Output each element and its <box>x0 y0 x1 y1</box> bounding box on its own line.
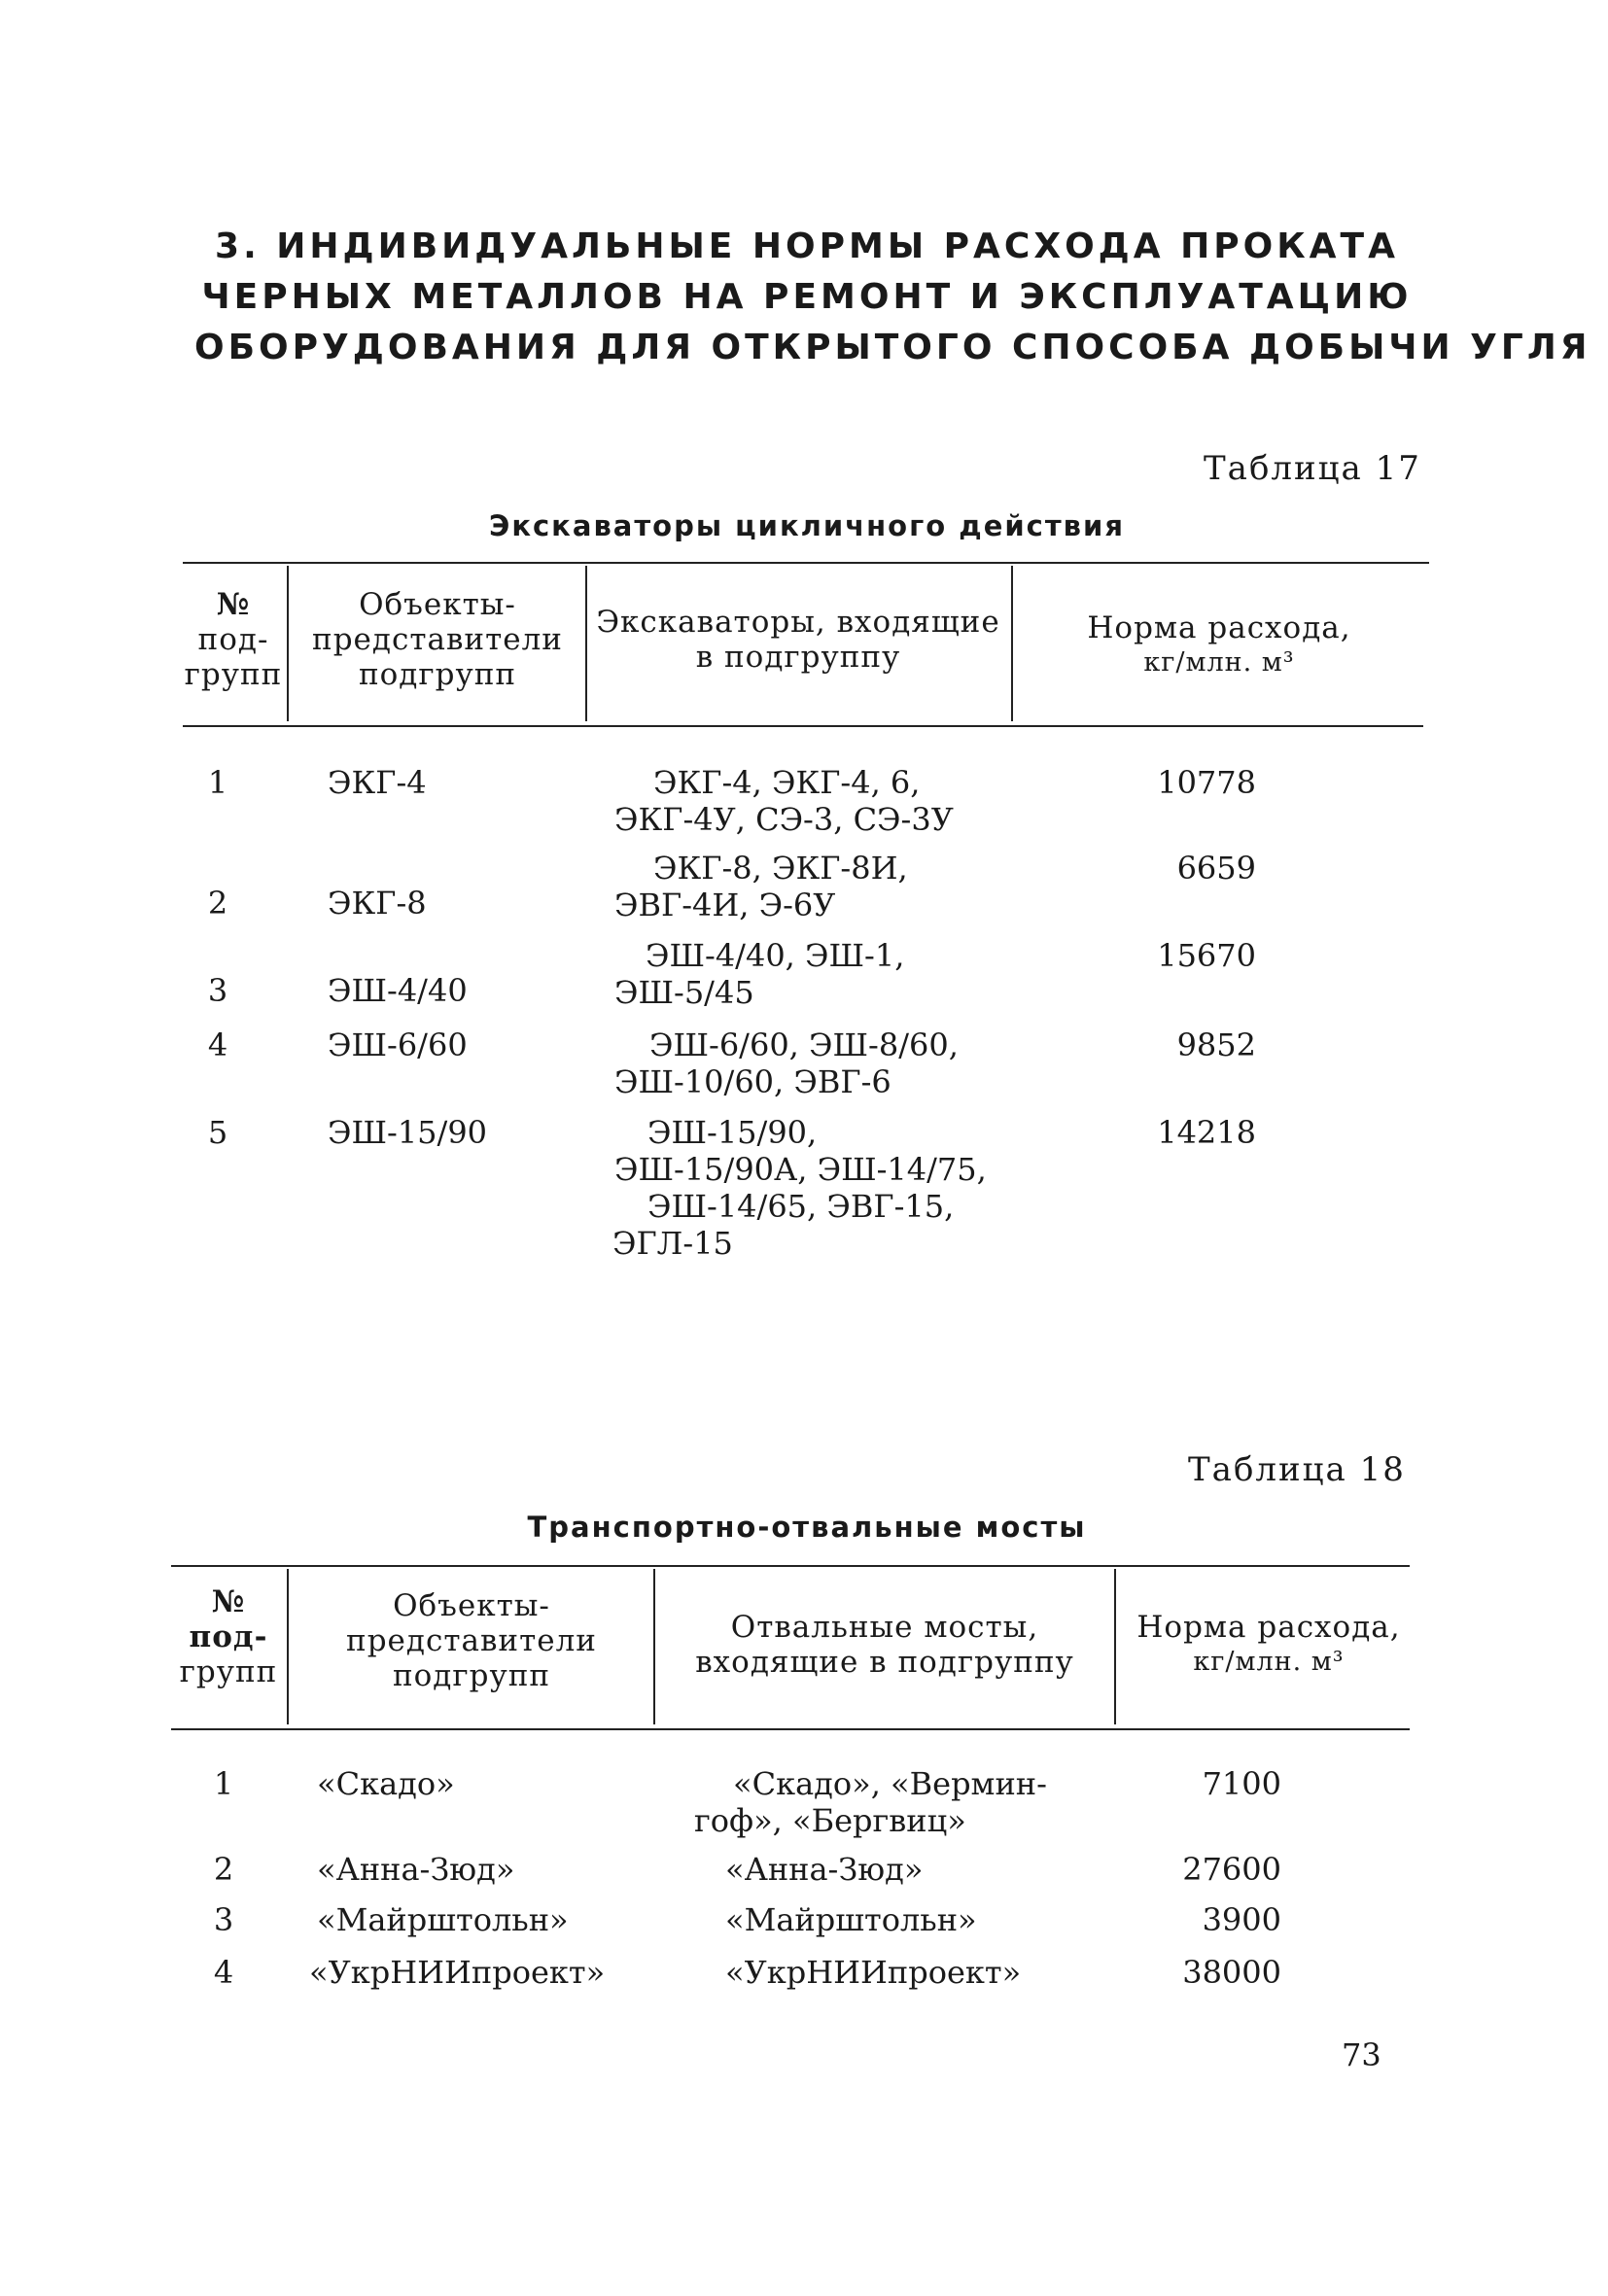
table-cell-items: «Скадо», «Вермин- гоф», «Бергвиц» <box>694 1765 1047 1839</box>
table-cell-rep: «Скадо» <box>317 1765 455 1802</box>
table-cell-rep: ЭШ-4/40 <box>328 972 468 1009</box>
section-heading-line: ЧЕРНЫХ МЕТАЛЛОВ НА РЕМОНТ И ЭКСПЛУАТАЦИЮ <box>201 277 1413 317</box>
table-cell-rep: ЭКГ-8 <box>328 885 427 922</box>
table18-col-divider <box>1114 1569 1116 1724</box>
page-number: 73 <box>1342 2036 1381 2073</box>
table-cell-items: ЭШ-4/40, ЭШ-1, ЭШ-5/45 <box>614 937 905 1011</box>
section-heading <box>194 222 1591 373</box>
table18-header-rule <box>171 1728 1410 1730</box>
table-cell-norm: 9852 <box>1176 1026 1256 1063</box>
table-cell-norm: 27600 <box>1182 1851 1281 1888</box>
table-cell-num: 5 <box>207 1114 228 1151</box>
table-cell-norm: 38000 <box>1182 1954 1281 1991</box>
table-cell-num: 4 <box>213 1954 234 1991</box>
table-cell-rep: ЭШ-6/60 <box>328 1026 468 1063</box>
table-cell-items: «Анна-Зюд» <box>725 1851 924 1888</box>
table-cell-norm: 14218 <box>1157 1114 1256 1151</box>
table-cell-num: 1 <box>207 764 228 801</box>
table-cell-rep: «Майрштольн» <box>317 1901 569 1938</box>
table-cell-num: 4 <box>207 1026 228 1063</box>
table18-header-norm: Норма расхода, кг/млн. м³ <box>1136 1610 1401 1677</box>
table-cell-items: «УкрНИИпроект» <box>725 1954 1022 1991</box>
table-cell-items: «Майрштольн» <box>725 1901 977 1938</box>
table-cell-num: 3 <box>213 1901 234 1938</box>
table-cell-norm: 3900 <box>1202 1901 1281 1938</box>
table18-header-num: № под- групп <box>179 1584 278 1689</box>
table-cell-norm: 15670 <box>1157 937 1256 974</box>
table-cell-rep: ЭКГ-4 <box>328 764 427 801</box>
table18-col-divider <box>287 1569 289 1724</box>
table18-col-divider <box>653 1569 655 1724</box>
table-cell-norm: 10778 <box>1157 764 1256 801</box>
table-cell-num: 2 <box>207 885 228 922</box>
table18-header-rep: Объекты- представители подгрупп <box>346 1588 597 1693</box>
table-cell-rep: «УкрНИИпроект» <box>309 1954 606 1991</box>
table17-header-num: № под- групп <box>184 587 283 692</box>
table-cell-norm: 6659 <box>1176 850 1256 887</box>
table-cell-rep: «Анна-Зюд» <box>317 1851 515 1888</box>
table17-header-items: Экскаваторы, входящие в подгруппу <box>596 605 1000 675</box>
table-cell-items: ЭКГ-4, ЭКГ-4, 6, ЭКГ-4У, СЭ-3, СЭ-3У <box>614 764 954 838</box>
table17-col-divider <box>1011 566 1013 721</box>
table-cell-num: 1 <box>213 1765 234 1802</box>
table18-top-rule <box>171 1565 1410 1567</box>
table17-header-rep: Объекты- представители подгрупп <box>312 587 563 692</box>
table17-col-divider <box>287 566 289 721</box>
table-cell-items: ЭКГ-8, ЭКГ-8И, ЭВГ-4И, Э-6У <box>614 850 908 923</box>
table-cell-items: ЭШ-15/90, ЭШ-15/90А, ЭШ-14/75, ЭШ-14/65, ЭВГ-15, ЭГЛ-15 <box>612 1114 987 1262</box>
table17-header-norm: Норма расхода, кг/млн. м³ <box>1087 610 1351 678</box>
table17-caption: Экскаваторы цикличного действия <box>489 509 1125 542</box>
table-cell-norm: 7100 <box>1202 1765 1281 1802</box>
table17-header-rule <box>183 725 1423 727</box>
table-cell-num: 2 <box>213 1851 234 1888</box>
table18-caption: Транспортно-отвальные мосты <box>527 1511 1087 1544</box>
table-cell-items: ЭШ-6/60, ЭШ-8/60, ЭШ-10/60, ЭВГ-6 <box>614 1026 959 1100</box>
section-heading-line: 3. ИНДИВИДУАЛЬНЫЕ НОРМЫ РАСХОДА ПРОКАТА <box>215 226 1399 266</box>
table-cell-num: 3 <box>207 972 228 1009</box>
table18-header-items: Отвальные мосты, входящие в подгруппу <box>695 1610 1074 1680</box>
table17-label: Таблица 17 <box>1204 449 1421 488</box>
table18-label: Таблица 18 <box>1188 1450 1406 1489</box>
table-cell-rep: ЭШ-15/90 <box>328 1114 488 1151</box>
section-heading-line: ОБОРУДОВАНИЯ ДЛЯ ОТКРЫТОГО СПОСОБА ДОБЫЧИ УГЛЯ <box>194 328 1591 367</box>
table17-top-rule <box>183 562 1429 564</box>
